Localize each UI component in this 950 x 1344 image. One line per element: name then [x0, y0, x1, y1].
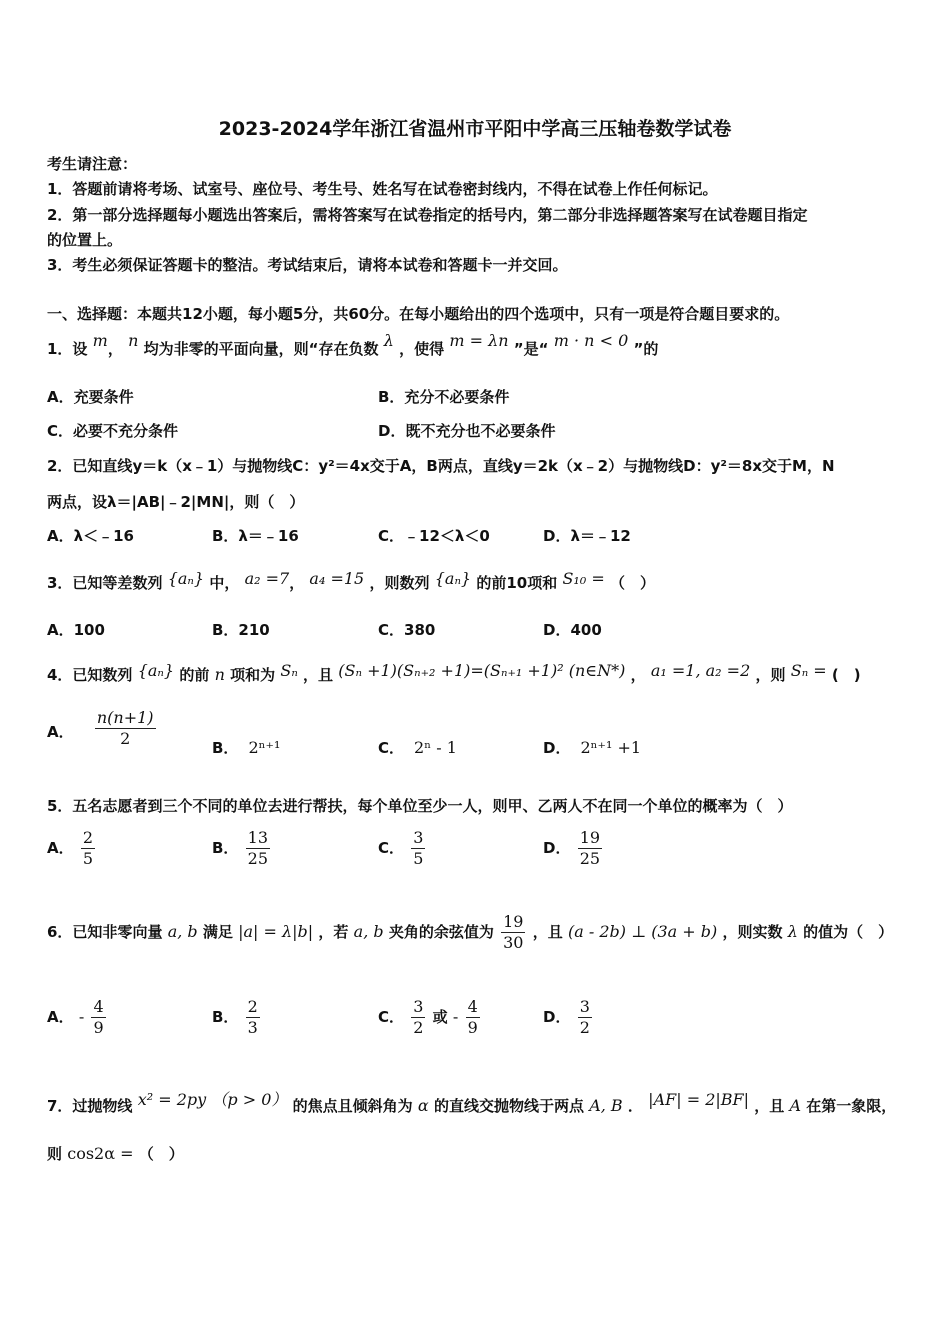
q5-option-c[interactable]: C． $\frac{3}{5}$	[378, 828, 424, 868]
q6-option-d[interactable]: D． $\frac{3}{2}$	[543, 997, 590, 1037]
q4-option-c[interactable]: C． 2ⁿ - 1	[378, 738, 457, 757]
question-1: 1．设 m， n 均为非零的平面向量，则“存在负数 λ ，使得 m = λn ”是“ m · n < 0 ”的	[47, 331, 659, 358]
notice-item: 2．第一部分选择题每小题选出答案后，需将答案写在试卷指定的括号内，第二部分非选择题答案写在试卷题目指定	[47, 206, 808, 224]
q1-option-d[interactable]: D．既不充分也不必要条件	[378, 422, 556, 440]
q2-option-d[interactable]: D．λ＝﹣12	[543, 527, 631, 545]
q4-option-a[interactable]: A． $\frac{n(n+1)}{2}$	[47, 708, 154, 748]
q4-option-b[interactable]: B． 2ⁿ⁺¹	[212, 738, 281, 757]
notice-item: 的位置上。	[47, 231, 123, 249]
q3-option-a[interactable]: A．100	[47, 621, 105, 639]
notice-item: 1．答题前请将考场、试室号、座位号、考生号、姓名写在试卷密封线内，不得在试卷上作任何标记。	[47, 180, 718, 198]
question-3: 3．已知等差数列 {aₙ} 中， a₂ =7， a₄ =15 ，则数列 {aₙ} 的前10项和 S₁₀ = （ ）	[47, 569, 655, 592]
question-7-line2: 则 cos2α = （ ）	[47, 1144, 184, 1163]
notice-item: 3．考生必须保证答题卡的整洁。考试结束后，请将本试卷和答题卡一并交回。	[47, 256, 568, 274]
notice-heading: 考生请注意：	[47, 155, 138, 173]
q5-option-a[interactable]: A． $\frac{2}{5}$	[47, 828, 94, 868]
q3-option-d[interactable]: D．400	[543, 621, 602, 639]
q5-option-b[interactable]: B． $\frac{13}{25}$	[212, 828, 269, 868]
q2-option-a[interactable]: A．λ＜﹣16	[47, 527, 134, 545]
q1-option-a[interactable]: A．充要条件	[47, 388, 134, 406]
q1-option-c[interactable]: C．必要不充分条件	[47, 422, 179, 440]
q6-option-c[interactable]: C． $\frac{3}{2}$ 或 - $\frac{4}{9}$	[378, 997, 478, 1037]
exam-title: 2023-2024学年浙江省温州市平阳中学高三压轴卷数学试卷	[218, 118, 732, 140]
question-5: 5．五名志愿者到三个不同的单位去进行帮扶，每个单位至少一人，则甲、乙两人不在同一个单位的概率为（ ）	[47, 797, 793, 815]
q6-option-b[interactable]: B． $\frac{2}{3}$	[212, 997, 258, 1037]
question-2-line2: 两点，设λ＝|AB|﹣2|MN|，则（ ）	[47, 493, 305, 511]
q2-option-b[interactable]: B．λ＝﹣16	[212, 527, 299, 545]
q2-option-c[interactable]: C．﹣12＜λ＜0	[378, 527, 490, 545]
section-heading: 一、选择题：本题共12小题，每小题5分，共60分。在每小题给出的四个选项中，只有一项是符合题目要求的。	[47, 305, 790, 323]
q3-option-b[interactable]: B．210	[212, 621, 270, 639]
question-6: 6．已知非零向量 a, b 满足 |a| = λ|b| ，若 a, b 夹角的余弦值为 $\frac{19}{30}$ ，且 (a - 2b) ⊥ (3a + b) ，则实数 λ 的值为（ ）	[47, 912, 894, 952]
q4-option-d[interactable]: D． 2ⁿ⁺¹ +1	[543, 738, 642, 757]
question-2-line1: 2．已知直线y＝k（x﹣1）与抛物线C：y²＝4x交于A，B两点，直线y＝2k（x﹣2）与抛物线D：y²＝8x交于M，N	[47, 457, 835, 475]
question-4: 4．已知数列 {aₙ} 的前 n 项和为 Sₙ ，且 (Sₙ +1)(Sₙ₊₂ +1)=(Sₙ₊₁ +1)² (n∈N*) ， a₁ =1, a₂ =2 ，则 Sₙ = ( )	[47, 661, 861, 684]
q1-option-b[interactable]: B．充分不必要条件	[378, 388, 510, 406]
q3-option-c[interactable]: C．380	[378, 621, 436, 639]
q6-option-a[interactable]: A． - $\frac{4}{9}$	[47, 997, 104, 1037]
question-7: 7．过抛物线 x² = 2py （p > 0） 的焦点且倾斜角为 α 的直线交抛物线于两点 A, B ． |AF| = 2|BF| ，且 A 在第一象限，	[47, 1090, 897, 1115]
q5-option-d[interactable]: D． $\frac{19}{25}$	[543, 828, 601, 868]
